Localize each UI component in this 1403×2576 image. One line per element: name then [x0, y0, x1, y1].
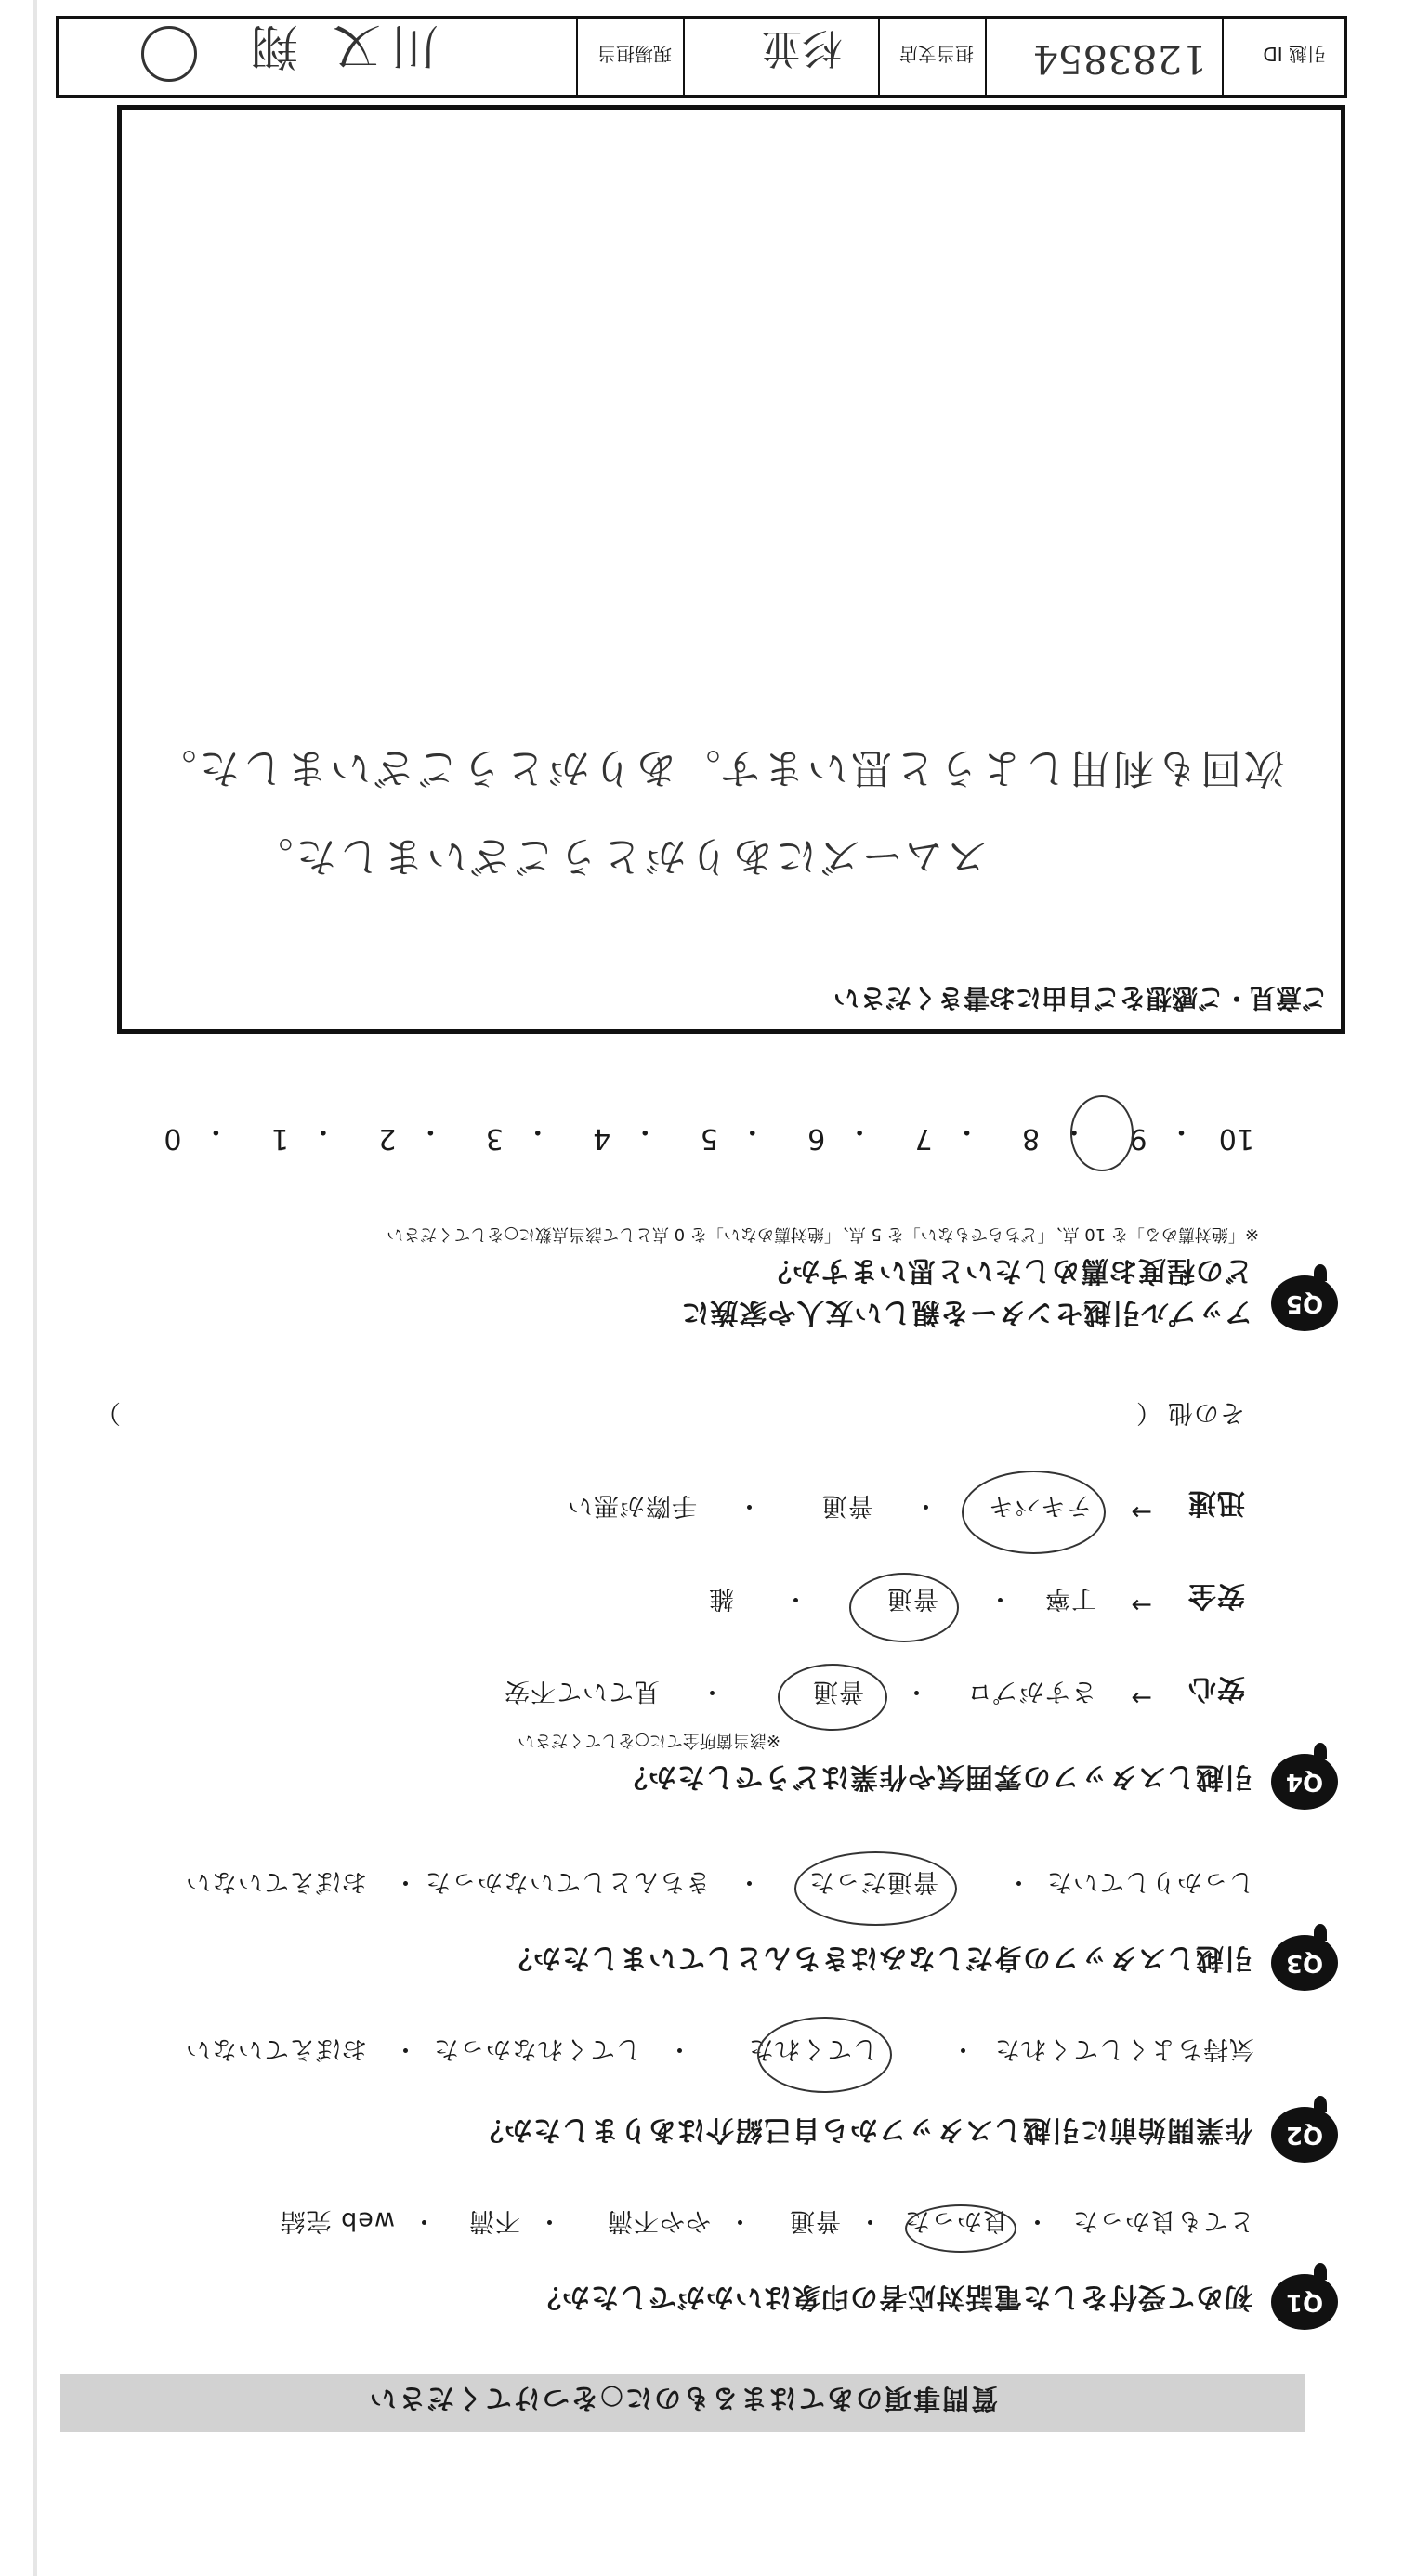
q4-speed-normal[interactable]: 普通 — [821, 1491, 873, 1520]
q3-option-not-neat[interactable]: きちんとしていなかった — [425, 1867, 711, 1896]
q2-option-pleasant[interactable]: 気持ちよくしてくれた — [994, 2034, 1254, 2063]
score-option-3[interactable]: 3 — [485, 1122, 504, 1155]
score-option-7[interactable]: 7 — [914, 1122, 933, 1155]
q4-note: ※該当箇所全てに○をしてください — [518, 1731, 780, 1750]
separator: ・ — [846, 1115, 874, 1147]
separator: ・ — [951, 2034, 976, 2063]
footer-table — [56, 16, 1347, 98]
separator: ・ — [913, 1491, 938, 1520]
leader-label: 現場担当 — [597, 43, 672, 65]
comments-label: ご意見・ご感想をご自由にお書きください — [833, 983, 1328, 1013]
separator: ・ — [393, 1867, 418, 1896]
q2-option-not-remember[interactable]: おぼえていない — [185, 2034, 367, 2063]
arrow-icon: → — [1131, 1590, 1152, 1619]
footer-id-value-cell — [985, 19, 1224, 95]
q2-question: 作業開始前に引越しスタッフから自己紹介はありましたか？ — [475, 2113, 1252, 2146]
q1-question: 初めて受付をした電話対応者の印象はいかがでしたか？ — [532, 2281, 1252, 2313]
q5-question-line2: どの程度お薦めしたいと思いますか？ — [763, 1254, 1252, 1287]
q4-safety-rough[interactable]: 雑 — [708, 1584, 734, 1613]
q4-relief-normal[interactable]: 普通 — [812, 1677, 864, 1706]
footer-leader-value-cell — [59, 19, 578, 95]
q3-question: 引越しスタッフの身だしなみはきちんとしていましたか？ — [504, 1942, 1252, 1974]
score-option-9[interactable]: 9 — [1129, 1122, 1147, 1155]
q5-badge: Q5 — [1271, 1275, 1338, 1331]
footer-branch-label-cell — [878, 19, 987, 95]
q4-speed-clumsy[interactable]: 手際が悪い — [567, 1491, 697, 1520]
separator: ・ — [523, 1115, 552, 1147]
separator: ・ — [737, 1867, 762, 1896]
q4-row-label-speed: 迅速 — [1187, 1486, 1245, 1519]
q3-option-neat[interactable]: しっかりしていた — [1046, 1867, 1254, 1896]
separator: ・ — [202, 1115, 230, 1147]
separator: ・ — [393, 2034, 418, 2063]
separator: ・ — [858, 2206, 883, 2235]
q4-question: 引越しスタッフの雰囲気や作業はどうでしたか？ — [619, 1760, 1252, 1793]
score-option-0[interactable]: 0 — [164, 1122, 182, 1155]
branch-label: 担当支店 — [899, 43, 974, 65]
seal-mark — [141, 26, 197, 82]
q3-option-not-remember[interactable]: おぼえていない — [185, 1867, 367, 1896]
id-value: 1283854 — [1032, 36, 1207, 82]
separator: ・ — [904, 1677, 929, 1706]
q1-option-web[interactable]: web 完結 — [279, 2206, 395, 2235]
footer-id-label-cell — [1222, 19, 1344, 95]
separator: ・ — [537, 2206, 562, 2235]
q4-other-paren-open: （ — [1135, 1398, 1161, 1427]
q3-option-normal[interactable]: 普通だった — [808, 1867, 938, 1896]
q1-option-dissatisfied[interactable]: 不満 — [468, 2206, 520, 2235]
separator: ・ — [700, 1677, 725, 1706]
q1-badge: Q1 — [1271, 2274, 1338, 2330]
separator: ・ — [1006, 1867, 1031, 1896]
q4-row-label-relief: 安心 — [1187, 1672, 1245, 1705]
score-option-2[interactable]: 2 — [378, 1122, 397, 1155]
score-option-6[interactable]: 6 — [807, 1122, 826, 1155]
score-option-10[interactable]: 10 — [1218, 1122, 1254, 1155]
q2-circle-mark — [757, 2017, 892, 2093]
branch-value: 杉並 — [761, 24, 843, 72]
q4-relief-pro[interactable]: さすがプロ — [966, 1677, 1096, 1706]
q1-option-somewhat-dissatisfied[interactable]: やや不満 — [607, 2206, 711, 2235]
q1-option-good[interactable]: 良かった — [904, 2206, 1008, 2235]
instruction-text: 質問事項のあてはまるものに○をつけてください — [367, 2383, 999, 2414]
q4-other-paren-close: ） — [95, 1398, 121, 1427]
score-option-4[interactable]: 4 — [593, 1122, 611, 1155]
arrow-icon: → — [1131, 1497, 1152, 1526]
score-option-1[interactable]: 1 — [270, 1122, 289, 1155]
q5-note: ※「絶対薦める」を 10 点、「どちらでもない」を 5 点、「絶対薦めない」を 0 点として該当点数に○をしてください — [387, 1224, 1259, 1244]
footer-branch-value-cell — [683, 19, 880, 95]
q3-circle-mark — [794, 1851, 957, 1926]
q4-badge: Q4 — [1271, 1754, 1338, 1810]
q4-safety-careful[interactable]: 丁寧 — [1044, 1584, 1096, 1613]
q4-relief-circle-mark — [778, 1664, 887, 1731]
separator: ・ — [667, 2034, 692, 2063]
score-option-8[interactable]: 8 — [1022, 1122, 1041, 1155]
q4-safety-circle-mark — [849, 1573, 959, 1642]
separator: ・ — [738, 1115, 767, 1147]
q2-badge: Q2 — [1271, 2107, 1338, 2163]
leader-value: 川又 翔 — [241, 18, 439, 73]
q5-circle-mark — [1070, 1095, 1134, 1171]
footer-leader-label-cell — [576, 19, 685, 95]
q1-circle-mark — [905, 2204, 1016, 2253]
separator: ・ — [1025, 2206, 1050, 2235]
q1-option-very-good[interactable]: とても良かった — [1072, 2206, 1254, 2235]
q4-safety-normal[interactable]: 普通 — [886, 1584, 938, 1613]
separator: ・ — [728, 2206, 753, 2235]
handwritten-line-2: 次回も利用しようと思います。ありがとうございました。 — [152, 744, 1285, 791]
separator: ・ — [952, 1115, 981, 1147]
instruction-band — [60, 2374, 1305, 2432]
q4-row-label-safety: 安全 — [1187, 1579, 1245, 1612]
separator: ・ — [783, 1584, 808, 1613]
paper-edge — [33, 0, 37, 2576]
separator: ・ — [988, 1584, 1013, 1613]
q2-option-did[interactable]: してくれた — [748, 2034, 878, 2063]
separator: ・ — [308, 1115, 337, 1147]
id-label: 引越 ID — [1263, 43, 1326, 65]
separator: ・ — [416, 1115, 445, 1147]
separator: ・ — [1060, 1115, 1089, 1147]
score-option-5[interactable]: 5 — [700, 1122, 718, 1155]
separator: ・ — [412, 2206, 437, 2235]
q5-question-line1: アップル引越センターを親しい友人や家族に — [680, 1296, 1252, 1328]
q4-speed-brisk[interactable]: テキパキ — [988, 1491, 1092, 1520]
q1-option-normal[interactable]: 普通 — [789, 2206, 841, 2235]
q4-relief-anxious[interactable]: 見ていて不安 — [504, 1677, 660, 1706]
separator: ・ — [1167, 1115, 1196, 1147]
q2-option-did-not[interactable]: してくれなかった — [433, 2034, 641, 2063]
separator: ・ — [631, 1115, 660, 1147]
handwritten-line-1: スムーズにありがとうございました。 — [249, 832, 988, 880]
comments-box — [117, 105, 1345, 1034]
q4-speed-circle-mark — [962, 1471, 1106, 1554]
q3-badge: Q3 — [1271, 1935, 1338, 1991]
q4-other-label: その他 — [1167, 1398, 1245, 1427]
arrow-icon: → — [1131, 1683, 1152, 1712]
separator: ・ — [737, 1491, 762, 1520]
